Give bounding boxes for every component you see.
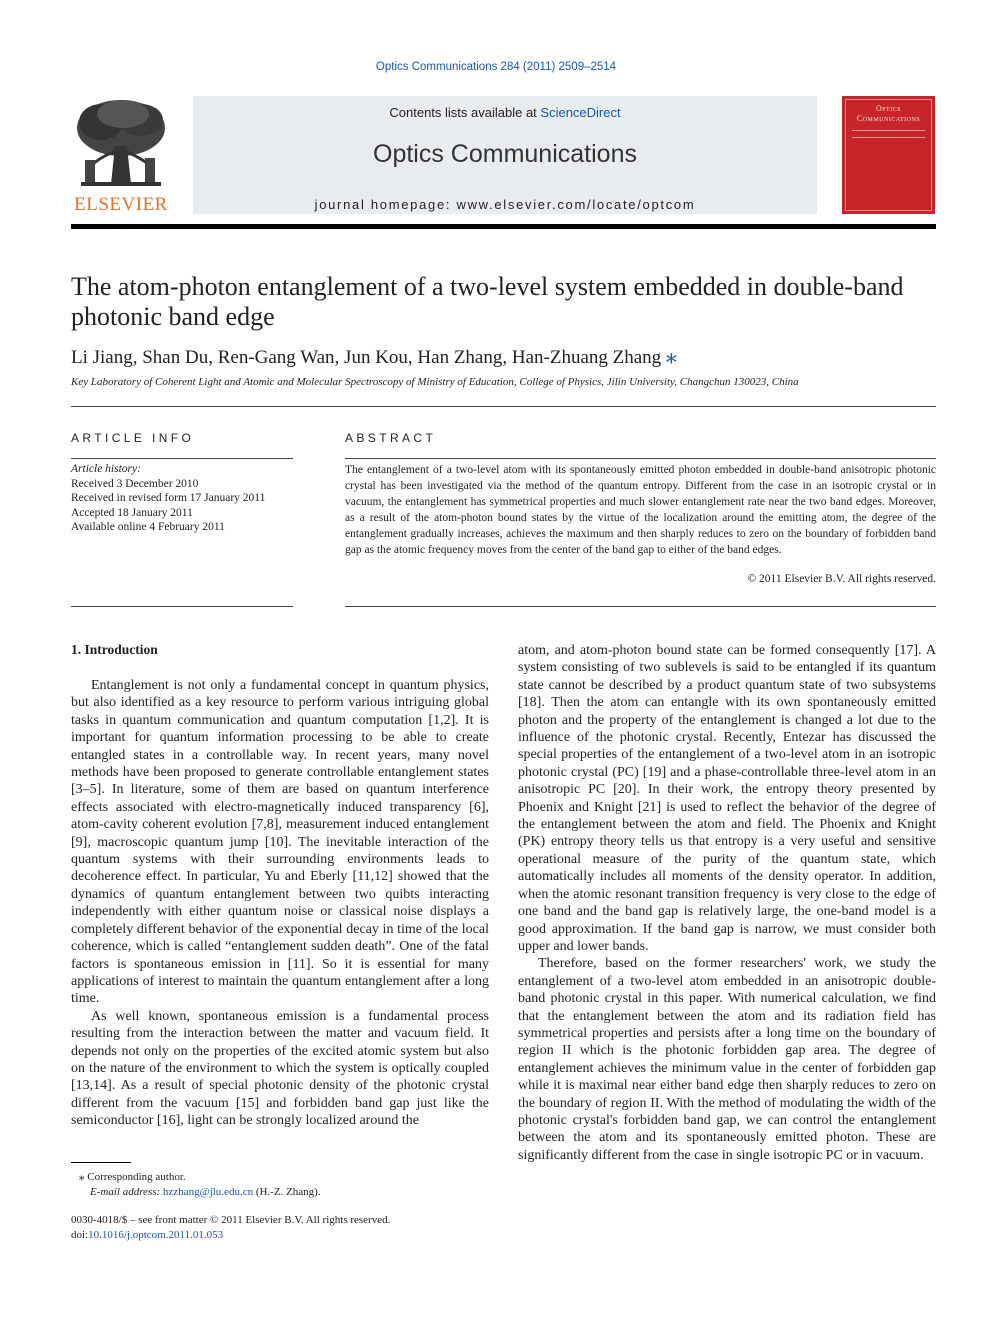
body-column-left [71, 677, 489, 1130]
section-heading-introduction: 1. Introduction [71, 642, 158, 657]
abstract-copyright: © 2011 Elsevier B.V. All rights reserved. [747, 573, 936, 585]
history-online: Available online 4 February 2011 [71, 521, 225, 533]
contents-available: Contents lists available at ScienceDirect [389, 105, 621, 120]
paragraph: Therefore, based on the former researchers' work, we study the entanglement of a two-level atom embedded in an anisotropic double-band photonic crystal in this paper. With numerical calculation, we find that the entanglement between the atom and its radiation field has symmetrical properties and persists after a long time on the boundary of region II which is the photonic forbidden gap area. The degree of entanglement achieves the minimum value in the center of forbidden gap while it is maximal near either band edge then sharply reduces to zero on the boundary of region II. With the method of modulating the width of the photonic crystal's forbidden band gap, we can control the entanglement between the atom and its spontaneously emitted photon. These are significantly different from the case in single isotropic PC or in vacuum. [518, 956, 936, 1163]
elsevier-tree-icon [71, 96, 171, 192]
email-line: E-mail address: hzzhang@jlu.edu.cn (H.-Z. Zhang). [90, 1186, 321, 1198]
history-label: Article history: [71, 463, 141, 475]
sciencedirect-link[interactable]: ScienceDirect [540, 105, 621, 120]
article-info-heading: ARTICLE INFO [71, 431, 195, 445]
divider [345, 458, 936, 459]
corresponding-note: ⁎ Corresponding author. [79, 1171, 186, 1183]
paragraph: atom, and atom-photon bound state can be formed consequently [17]. A system consisting of two sublevels is said to be entangled if its quantum state cannot be described by a product quantum state of two subsystems [18]. Then the atom can entangle with its own spontaneously emitted photon and the property of the entanglement is changed a lot due to the influence of the photonic crystal. Recently, Entezar has discussed the special properties of the entanglement of a two-level atom in an isotropic photonic crystal (PC) [19] and a phase-controllable three-level atom in an anisotropic PC [20]. In their work, the entropy theory presented by Phoenix and Knight [21] is used to reflect the behavior of the degree of the entanglement between the atom and field. The Phoenix and Knight (PK) entropy theory tells us that entropy is a very useful and sensitive operational measure of the purity of the quantum state, which automatically includes all moments of the density operator. In addition, when the atomic resonant transition frequency is very close to the edge of one band and the band gap is relatively large, the one-band model is a good approximation. If the band gap is narrow, we must consider both upper and lower bands. [518, 643, 936, 954]
paragraph: As well known, spontaneous emission is a fundamental process resulting from the interaction between the matter and vacuum field. It depends not only on the properties of the excited atomic system but also on the nature of the environment to which the system is optically coupled [13,14]. As a result of special photonic density of the photonic crystal different from the vacuum [15] and forbidden band gap just like the semiconductor [16], light can be strongly localized around the [71, 1008, 489, 1129]
elsevier-wordmark: ELSEVIER [74, 194, 168, 215]
issn-block [71, 1213, 489, 1243]
divider [71, 406, 936, 407]
footnote [71, 1170, 489, 1200]
divider [345, 606, 936, 607]
journal-reference[interactable]: Optics Communications 284 (2011) 2509–2514 [375, 61, 617, 73]
affiliation: Key Laboratory of Coherent Light and Atomic and Molecular Spectroscopy of Ministry of Education, College of Physics, Jilin University, Changchun 130023, China [71, 376, 799, 388]
journal-homepage-link[interactable]: journal homepage: www.elsevier.com/locate/optcom [314, 197, 696, 212]
journal-cover-thumbnail[interactable] [842, 96, 935, 214]
divider [71, 458, 293, 459]
author-list: Li Jiang, Shan Du, Ren-Gang Wan, Jun Kou, Han Zhang, Han-Zhuang Zhang ⁎ [71, 343, 677, 368]
issn-line: 0030-4018/$ – see front matter © 2011 Elsevier B.V. All rights reserved. [71, 1214, 391, 1226]
body-column-right [518, 642, 936, 1164]
history-received: Received 3 December 2010 [71, 477, 199, 490]
cover-title: Optics Communications [856, 104, 921, 123]
abstract-heading: ABSTRACT [345, 431, 437, 445]
doi-link[interactable]: 10.1016/j.optcom.2011.01.053 [88, 1229, 224, 1241]
footnote-divider [71, 1162, 131, 1163]
paragraph: Entanglement is not only a fundamental concept in quantum physics, but also identified as a key resource to perform various intriguing global tasks in quantum communication and quantum computation [1,2]. It is important for quantum information processing to be able to create entangled states in a controllable way. In recent years, many novel methods have been proposed to generate controllable entanglement states [3–5]. In literature, some of them are based on quantum interference effects associated with electro-magnetically induced transparency [6], atom-cavity coherent evolution [7,8], measurement induced entanglement [9], macroscopic quantum jump [10]. The inevitable interaction of the quantum systems with their surrounding environments leads to decoherence effect. In particular, Yu and Eberly [11,12] showed that the dynamics of quantum entanglement between two quibts interacting independently with either quantum noise or classical noise displays a completely different behavior of the exponential decay in time of the local coherence, which is called “entanglement sudden death”. One of the fatal factors is spontaneous emission in [11]. So it is essential for many applications of interest to maintain the quantum entanglement after a long time. [71, 678, 489, 1007]
history-revised: Received in revised form 17 January 2011 [71, 492, 266, 504]
journal-name[interactable]: Optics Communications [373, 140, 637, 168]
journal-banner [193, 96, 817, 214]
abstract-text: The entanglement of a two-level atom with its spontaneously emitted photon embedded in double-band anisotropic photonic crystal has been investigated via the method of the quantum entropy. Different from the case in an isotropic crystal or in vacuum, the entanglement has symmetrical properties and much slower entanglement rate near the two band edges. Moreover, as a result of the atom-photon bound states by the virtue of the localization around the emitting atom, the degree of the entanglement gradually increases, achieves the maximum and then sharply reduces to zero on the boundary of forbidden band gap as the atomic frequency moves from the center of the band gap to either of the band edges. [345, 464, 936, 556]
header-divider [71, 224, 936, 229]
article-history [71, 462, 293, 535]
email-link[interactable]: hzzhang@jlu.edu.cn [162, 1186, 254, 1198]
history-accepted: Accepted 18 January 2011 [71, 506, 193, 519]
corresponding-author-link[interactable]: ⁎ [665, 343, 677, 368]
doi-line: doi:10.1016/j.optcom.2011.01.053 [71, 1229, 224, 1241]
elsevier-logo[interactable] [71, 96, 171, 214]
divider [71, 606, 293, 607]
article-title: The atom-photon entanglement of a two-level system embedded in double-band photonic band edge [71, 272, 904, 331]
